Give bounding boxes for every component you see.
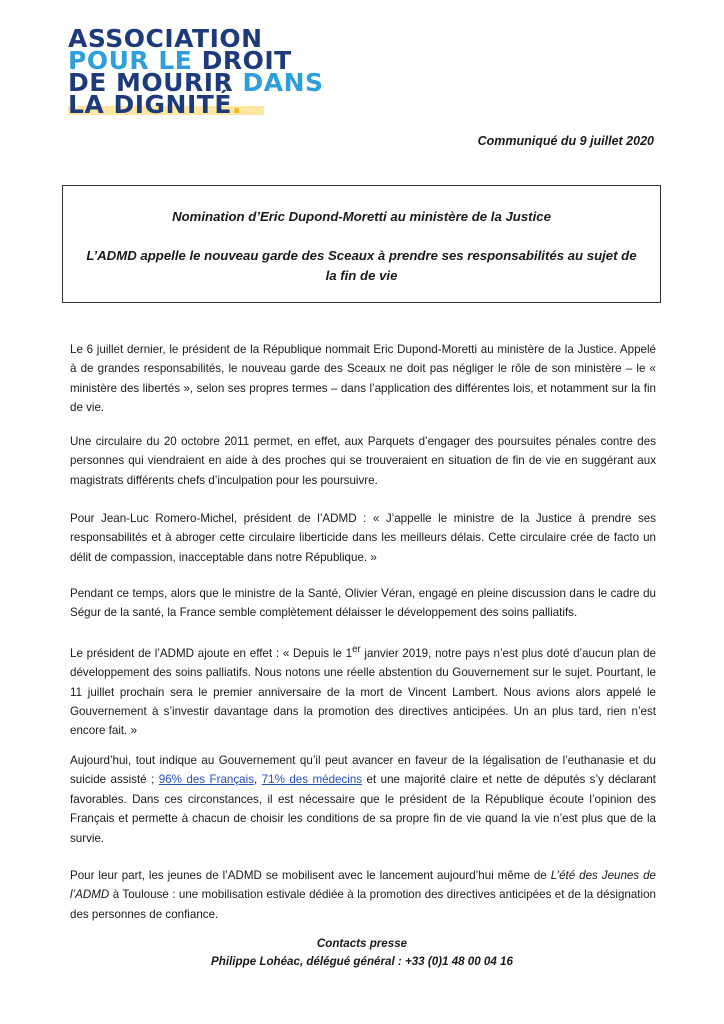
- logo-line-4-text: LA DIGNITÉ: [68, 90, 232, 119]
- association-logo: [68, 24, 324, 119]
- poll-link-francais[interactable]: 96% des Français: [158, 773, 254, 787]
- p5-part-a: Le président de l’ADMD ajoute en effet : « Depuis le 1: [70, 646, 353, 660]
- logo-line-1: ASSOCIATION: [68, 24, 263, 53]
- paragraph-3-text: Pour Jean-Luc Romero-Michel, président de l’ADMD : « J’appelle le ministre de la Justice à prendre ses responsabilités et à abroger cette circulaire liberticide dans les meilleurs délais. Cette circulaire crée de facto un délit de compassion, inacceptable dans notre République. »: [70, 512, 656, 564]
- paragraph-6-text: [70, 751, 656, 848]
- paragraph-2-text: Une circulaire du 20 octobre 2011 permet, en effet, aux Parquets d’engager des poursuites pénales contre des personnes qui viendraient en aide à des proches qui se trouveraient en situation de fin de vie en suggérant aux magistrats différents chefs d’inculpation pour les poursuivre.: [70, 435, 656, 487]
- p7-part-b: à Toulouse : une mobilisation estivale dédiée à la promotion des directives anticipées et de la désignation des personnes de confiance.: [70, 888, 656, 921]
- title-line-1: Nomination d’Eric Dupond-Moretti au ministère de la Justice: [172, 209, 551, 224]
- paragraph-5-text: [70, 640, 656, 741]
- paragraph-7: [70, 866, 656, 924]
- logo-line-3-b: DANS: [242, 68, 324, 97]
- p6-part-b: et une majorité claire et nette de députés s’y déclarant favorables. Dans ces circonstances, il est nécessaire que le président de la République écoute l’opinion des Français et permette à chacun de choisir les conditions de sa propre fin de vie quand la vie n’est plus que de la survie.: [70, 773, 656, 845]
- p5-part-b: janvier 2019, notre pays n’est plus doté d’aucun plan de développement des soins palliatifs. Nous notons une réelle abstention du Gouvernement sur le sujet. Pourtant, le 11 juillet prochain sera le premier anniversaire de la mort de Vincent Lambert. Nous avions alors appelé le Gouvernement à s’investir davantage dans la promotion des directives anticipées. Un an plus tard, rien n’est encore fait. »: [70, 646, 656, 738]
- p7-event-name: L’été des Jeunes de l’ADMD: [70, 869, 657, 902]
- logo-line-4: [68, 90, 324, 119]
- paragraph-1-text: Le 6 juillet dernier, le président de la République nommait Eric Dupond-Moretti au ministère de la Justice. Appelé à de grandes responsabilités, le nouveau garde des Sceaux ne doit pas négliger le rôle de son ministère – le « ministère des libertés », selon ses propres termes – dans l’application des différentes lois, et notamment sur la fin de vie.: [70, 343, 656, 415]
- logo-line-2-b: DROIT: [201, 46, 292, 75]
- paragraph-4: [70, 584, 656, 623]
- release-date: Communiqué du 9 juillet 2020: [477, 134, 654, 148]
- contacts-heading: Contacts presse: [316, 937, 408, 950]
- paragraph-6: [70, 751, 656, 848]
- title-line-2: L’ADMD appelle le nouveau garde des Sceaux à prendre ses responsabilités au sujet de la fin de vie: [86, 248, 637, 283]
- p6-part-a: Aujourd’hui, tout indique au Gouvernement qu’il peut avancer en faveur de la légalisation de l’euthanasie et du suicide assisté ;: [70, 754, 656, 787]
- paragraph-4-text: Pendant ce temps, alors que le ministre de la Santé, Olivier Véran, engagé en pleine discussion dans le cadre du Ségur de la santé, la France semble complètement délaisser le développement des soins palliatifs.: [70, 587, 656, 620]
- paragraph-2: [70, 432, 656, 490]
- paragraph-1: [70, 340, 656, 418]
- p5-superscript: er: [352, 644, 361, 655]
- title-box: [62, 185, 661, 303]
- logo-dot: .: [231, 90, 242, 119]
- press-contacts: [0, 935, 724, 971]
- logo-line-2-a: POUR LE: [68, 46, 193, 75]
- paragraph-3: [70, 509, 656, 567]
- paragraph-7-text: [70, 866, 656, 924]
- contacts-line: Philippe Lohéac, délégué général : +33 (0)1 48 00 04 16: [211, 955, 513, 968]
- p6-separator: ,: [254, 773, 262, 787]
- paragraph-5: [70, 640, 656, 741]
- poll-link-medecins[interactable]: 71% des médecins: [261, 773, 363, 787]
- p7-part-a: Pour leur part, les jeunes de l’ADMD se mobilisent avec le lancement aujourd’hui même de: [70, 869, 551, 882]
- logo-line-3-a: DE MOURIR: [68, 68, 234, 97]
